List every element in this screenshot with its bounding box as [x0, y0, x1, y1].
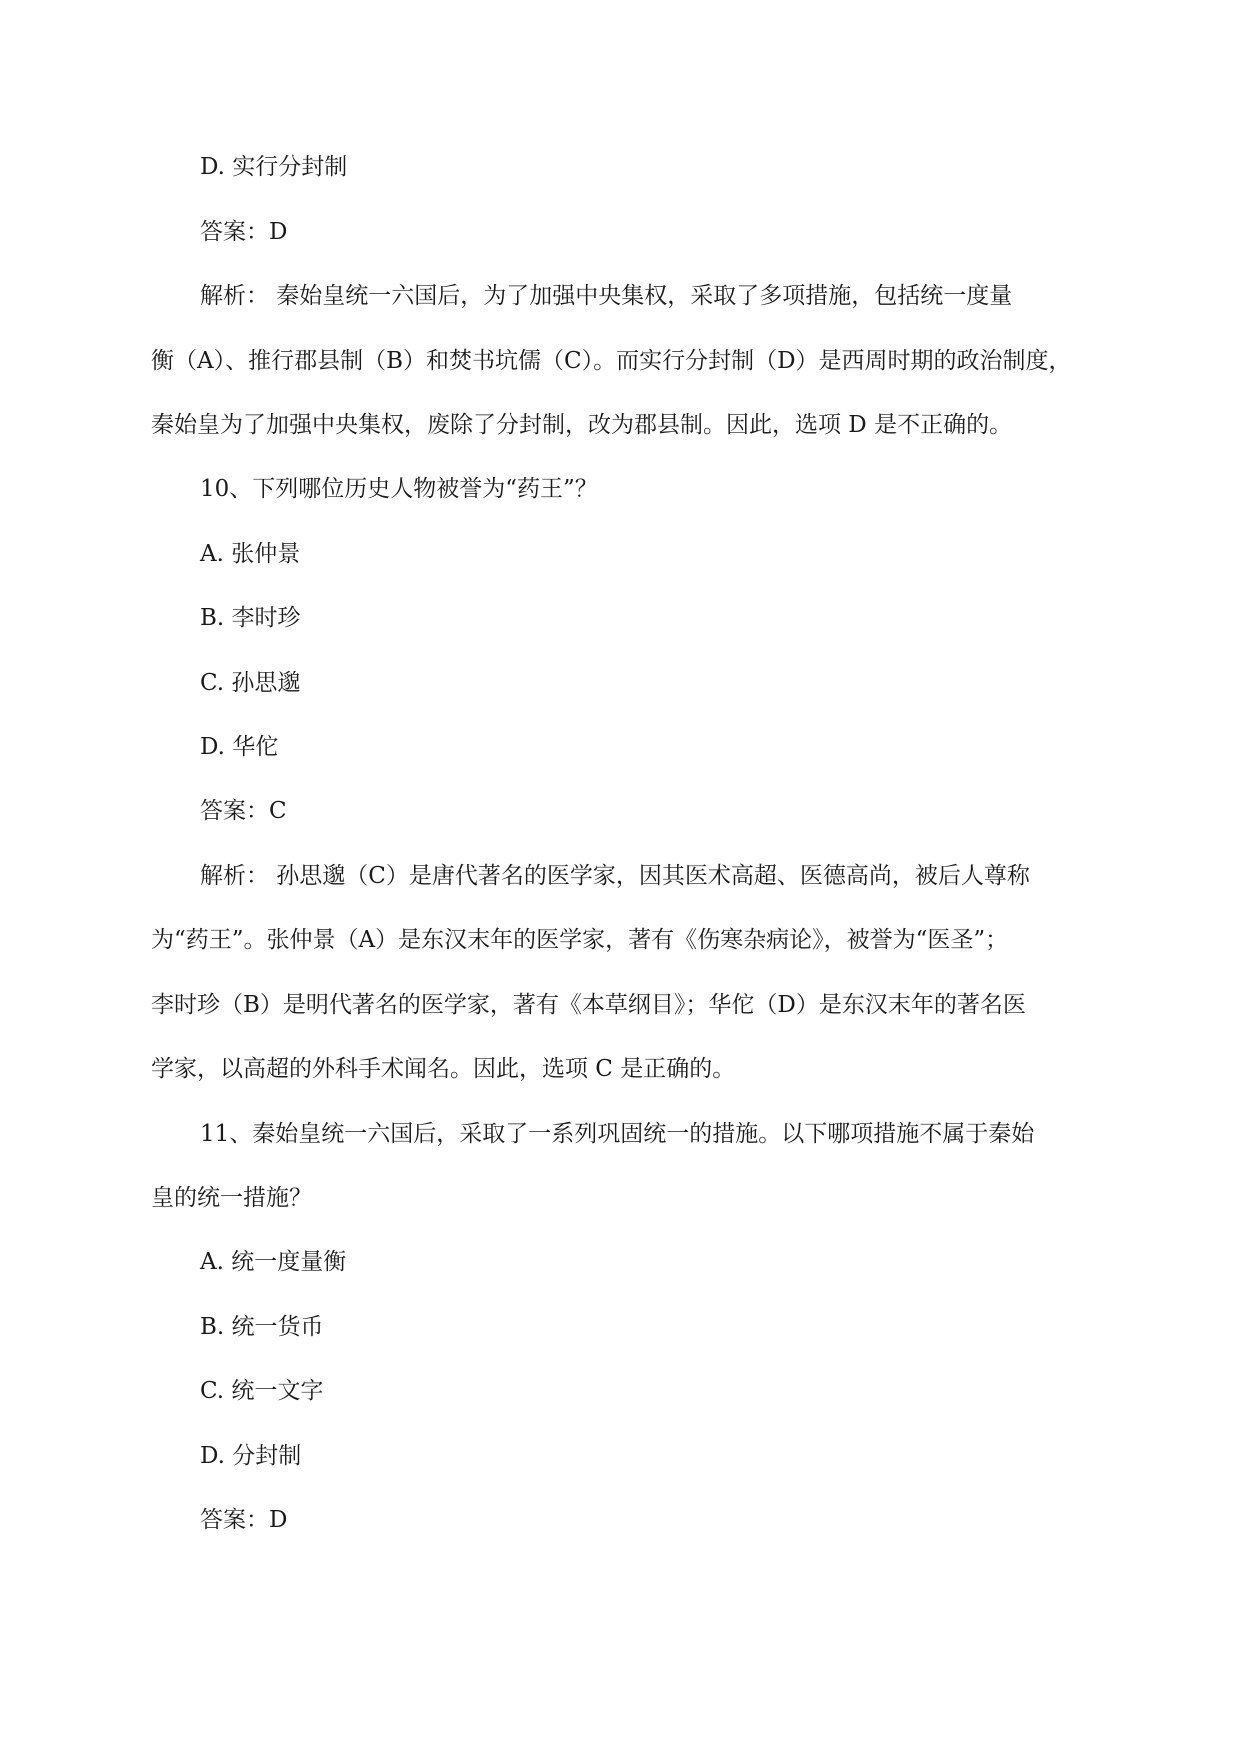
q10-option-b: B. 李时珍 — [200, 605, 301, 631]
q9-analysis-line-1: 解析： 秦始皇统一六国后，为了加强中央集权，采取了多项措施，包括统一度量 — [200, 283, 1013, 309]
q10-option-c: C. 孙思邈 — [200, 670, 301, 696]
q11-answer: 答案：D — [200, 1507, 288, 1533]
q9-analysis-line-3: 秦始皇为了加强中央集权，废除了分封制，改为郡县制。因此，选项 D 是不正确的。 — [151, 412, 1013, 438]
q10-option-d: D. 华佗 — [200, 734, 279, 760]
q9-analysis-line-2: 衡（A）、推行郡县制（B）和焚书坑儒（C）。而实行分封制（D）是西周时期的政治制度， — [151, 348, 1072, 374]
q11-option-b: B. 统一货币 — [200, 1314, 324, 1340]
q9-answer: 答案：D — [200, 219, 288, 245]
q11-question-line-2: 皇的统一措施？ — [151, 1185, 312, 1211]
q10-option-a: A. 张仲景 — [200, 541, 301, 567]
q10-analysis-line-4: 学家，以高超的外科手术闻名。因此，选项 C 是正确的。 — [151, 1056, 736, 1082]
q11-option-a: A. 统一度量衡 — [200, 1249, 347, 1275]
q9-option-d: D. 实行分封制 — [200, 154, 348, 180]
q10-analysis-line-1: 解析： 孙思邈（C）是唐代著名的医学家，因其医术高超、医德高尚，被后人尊称 — [200, 863, 1030, 889]
q11-option-c: C. 统一文字 — [200, 1378, 324, 1404]
q10-answer: 答案：C — [200, 798, 287, 824]
q10-analysis-line-3: 李时珍（B）是明代著名的医学家，著有《本草纲目》；华佗（D）是东汉末年的著名医 — [151, 992, 1026, 1018]
q10-analysis-line-2: 为“药王”。张仲景（A）是东汉末年的医学家，著有《伤寒杂病论》，被誉为“医圣”； — [151, 927, 1009, 953]
q10-question: 10、下列哪位历史人物被誉为“药王”？ — [200, 476, 598, 502]
q11-question-line-1: 11、秦始皇统一六国后，采取了一系列巩固统一的措施。以下哪项措施不属于秦始 — [200, 1121, 1035, 1147]
q11-option-d: D. 分封制 — [200, 1443, 302, 1469]
